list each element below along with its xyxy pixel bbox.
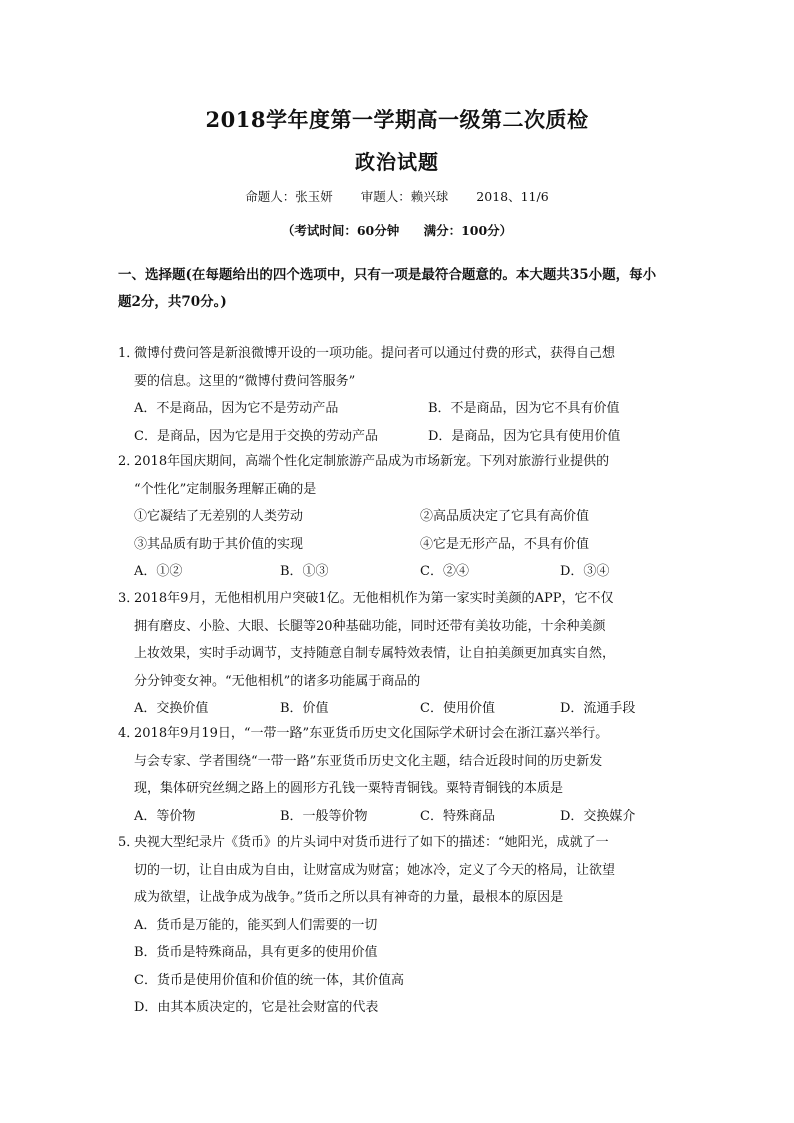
question-text: 切的一切，让自由成为自由，让财富成为财富；她冰冷，定义了今天的格局，让欲望 [134, 862, 616, 878]
question-number: 5． [118, 835, 140, 850]
statement-4: ④它是无形产品，不具有价值 [420, 536, 590, 552]
option-d: D．流通手段 [560, 701, 636, 716]
options-row [118, 558, 688, 586]
exam-score: 满分：100分） [423, 223, 513, 238]
option-a: A．交换价值 [134, 701, 209, 716]
question-number: 3． [118, 591, 140, 606]
question-1 [118, 340, 688, 450]
option-a: A．不是商品，因为它不是劳动产品 [134, 401, 339, 416]
statement-3: ③其品质有助于其价值的实现 [134, 536, 304, 552]
authors-line [0, 187, 794, 205]
option-d: D．交换媒介 [560, 808, 636, 824]
option-d: D．③④ [560, 564, 610, 579]
option-b: B．一般等价物 [280, 808, 368, 824]
options-row [118, 695, 688, 723]
exam-subject-title: 政治试题 [355, 150, 439, 174]
question-text: 2018年国庆期间，高端个性化定制旅游产品成为市场新宠。下列对旅游行业提供的 [134, 454, 610, 469]
option-b: B．①③ [280, 564, 329, 579]
question-number: 2． [118, 454, 140, 469]
question-text: 2018年9月，无他相机用户突破1亿。无他相机作为第一家实时美颜的APP，它不仅 [134, 591, 614, 606]
options-row [118, 423, 688, 451]
exam-time: （考试时间：60分钟 [281, 223, 400, 238]
question-text: “个性化”定制服务理解正确的是 [134, 481, 317, 497]
exam-date: 2018、11/6 [476, 189, 549, 204]
question-3 [118, 585, 688, 723]
question-5 [118, 829, 688, 1022]
option-c: C．货币是使用价值和价值的统一体，其价值高 [134, 972, 404, 988]
statements-row [118, 531, 688, 559]
section-heading [118, 262, 686, 316]
section-heading-line1: 一、选择题(在每题给出的四个选项中，只有一项是最符合题意的。本大题共35小题，每小 [118, 267, 657, 283]
option-d: D．由其本质决定的，它是社会财富的代表 [134, 1000, 379, 1015]
question-4 [118, 720, 688, 830]
option-a: A．等价物 [134, 808, 196, 824]
question-text: 成为欲望，让战争成为战争。”货币之所以具有神奇的力量，最根本的原因是 [134, 890, 564, 905]
statement-2: ②高品质决定了它具有高价值 [420, 509, 590, 524]
question-text: 分分钟变女神。“无他相机”的诸多功能属于商品的 [134, 673, 421, 689]
question-text: 要的信息。这里的“微博付费问答服务” [134, 373, 356, 389]
question-number: 4． [118, 726, 140, 741]
option-b: B．价值 [280, 701, 329, 716]
question-text: 现，集体研究丝绸之路上的圆形方孔钱一粟特青铜钱。粟特青铜钱的本质是 [134, 781, 564, 796]
statements-row [118, 503, 688, 531]
statement-1: ①它凝结了无差别的人类劳动 [134, 509, 304, 524]
question-text: 上妆效果，实时手动调节，支持随意自制专属特效表情，让自拍美颜更加真实自然， [134, 646, 616, 661]
question-2 [118, 448, 688, 586]
question-text: 微博付费问答是新浪微博开设的一项功能。提问者可以通过付费的形式，获得自己想 [134, 346, 616, 361]
option-c: C．是商品，因为它是用于交换的劳动产品 [134, 428, 378, 444]
question-number: 1． [118, 346, 140, 361]
section-heading-line2: 题2分，共70分。) [118, 294, 227, 310]
option-c: C．特殊商品 [420, 808, 495, 824]
option-a: A．①② [134, 564, 183, 579]
option-b: B．不是商品，因为它不具有价值 [428, 401, 620, 416]
exam-title: 2018学年度第一学期高一级第二次质检 [205, 107, 589, 132]
option-d: D．是商品，因为它具有使用价值 [428, 428, 621, 444]
question-text: 与会专家、学者围绕“一带一路”东亚货币历史文化主题，结合近段时间的历史新发 [134, 753, 603, 769]
question-text: 央视大型纪录片《货币》的片头词中对货币进行了如下的描述：“她阳光，成就了一 [134, 835, 609, 850]
question-text: 2018年9月19日，“一带一路”东亚货币历史文化国际学术研讨会在浙江嘉兴举行。 [134, 726, 609, 741]
options-row [118, 395, 688, 423]
option-c: C．②④ [420, 564, 469, 579]
option-b: B．货币是特殊商品，具有更多的使用价值 [134, 945, 378, 960]
exam-timing [0, 221, 794, 239]
question-text: 拥有磨皮、小脸、大眼、长腿等20种基础功能，同时还带有美妆功能，十余种美颜 [134, 618, 606, 634]
options-row [118, 803, 688, 831]
reviewer: 审题人：赖兴球 [360, 189, 449, 204]
proposer: 命题人：张玉妍 [245, 189, 333, 204]
option-c: C．使用价值 [420, 701, 495, 716]
option-a: A．货币是万能的，能买到人们需要的一切 [134, 917, 378, 933]
